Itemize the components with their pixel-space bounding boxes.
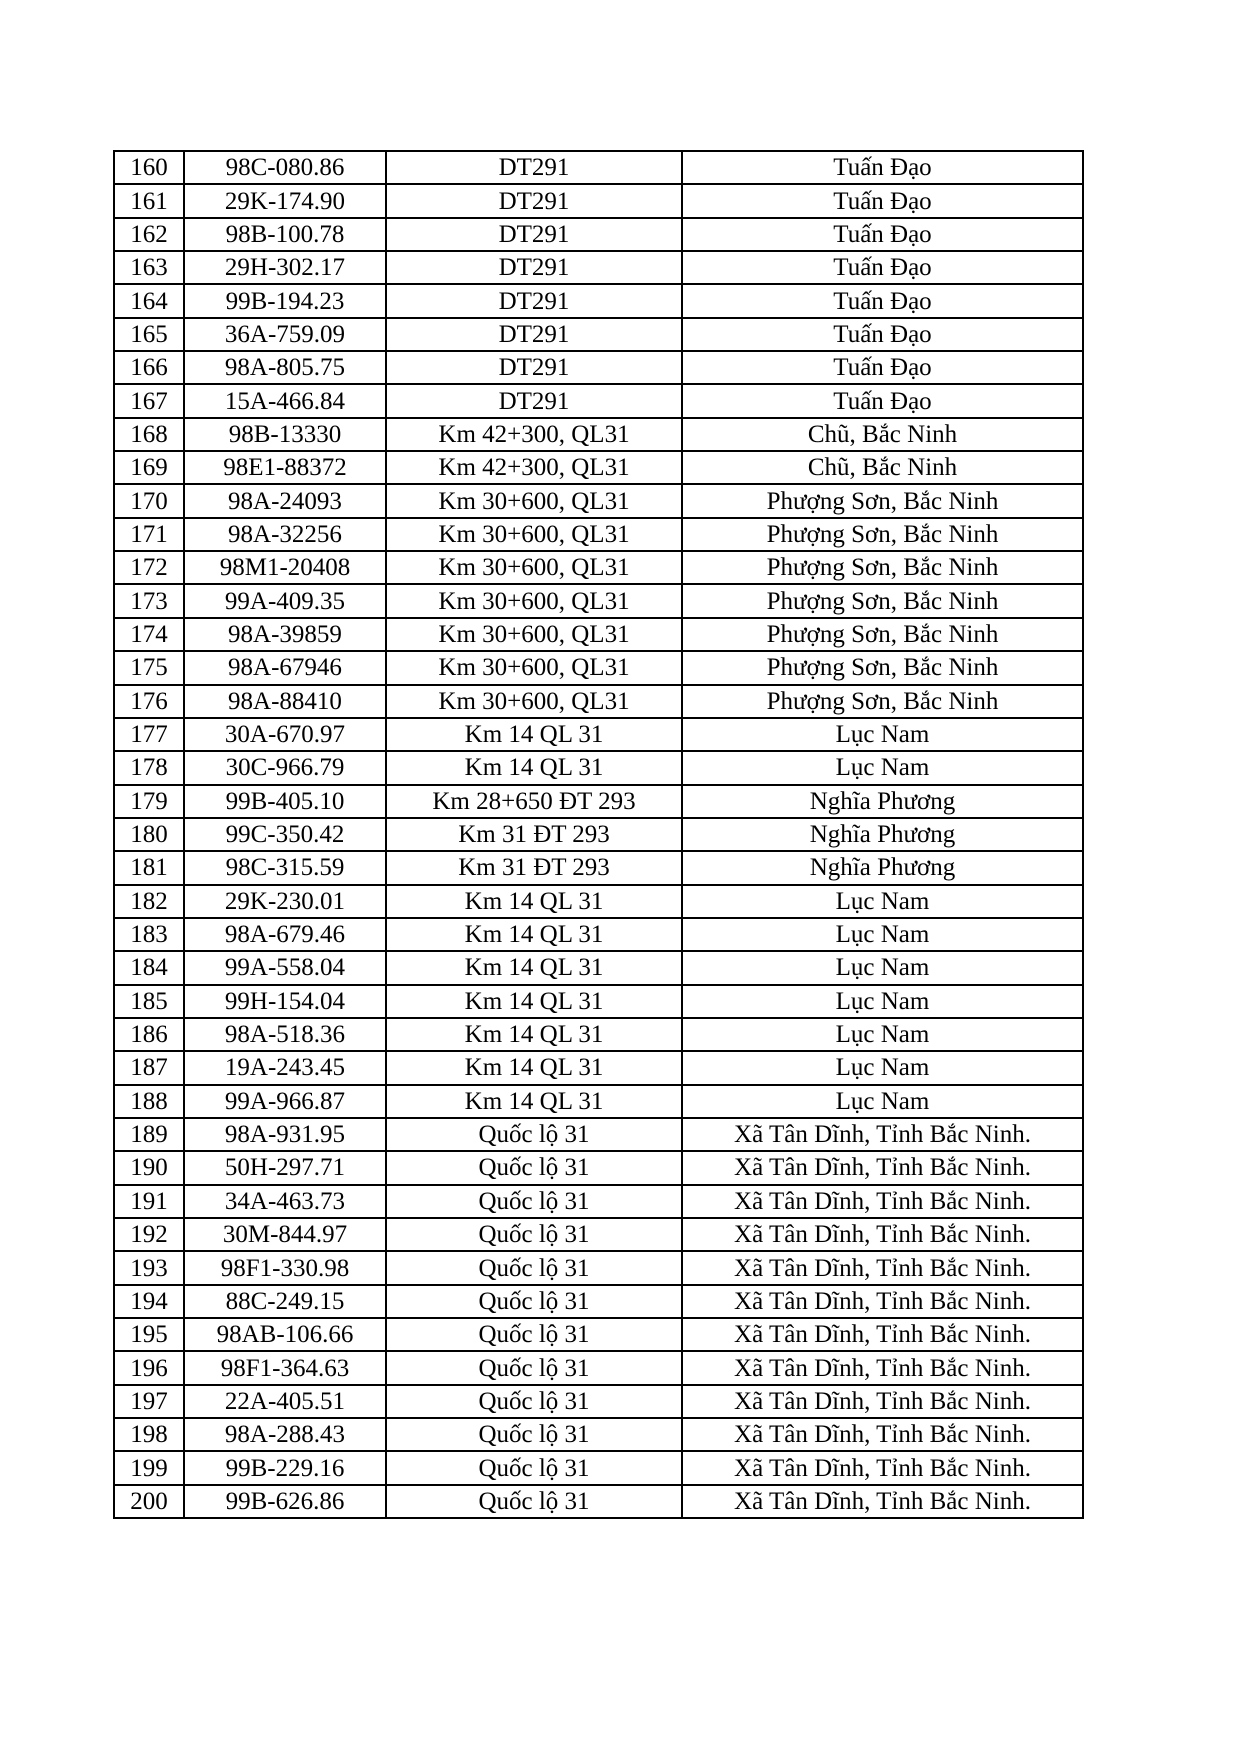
license-plate-cell: 98A-67946	[184, 651, 386, 684]
license-plate-cell: 19A-243.45	[184, 1051, 386, 1084]
row-number-cell: 166	[114, 351, 184, 384]
locality-cell: Tuấn Đạo	[682, 184, 1083, 217]
table-row	[114, 785, 1083, 818]
license-plate-cell: 29K-230.01	[184, 885, 386, 918]
road-location-cell: Km 14 QL 31	[386, 951, 682, 984]
table-row	[114, 551, 1083, 584]
row-number-cell: 162	[114, 218, 184, 251]
locality-cell: Chũ, Bắc Ninh	[682, 451, 1083, 484]
row-number-cell: 178	[114, 751, 184, 784]
road-location-cell: Km 14 QL 31	[386, 885, 682, 918]
locality-cell: Tuấn Đạo	[682, 218, 1083, 251]
license-plate-cell: 36A-759.09	[184, 318, 386, 351]
table-row	[114, 651, 1083, 684]
road-location-cell: Quốc lộ 31	[386, 1485, 682, 1518]
row-number-cell: 187	[114, 1051, 184, 1084]
road-location-cell: Km 14 QL 31	[386, 1085, 682, 1118]
row-number-cell: 182	[114, 885, 184, 918]
locality-cell: Xã Tân Dĩnh, Tỉnh Bắc Ninh.	[682, 1118, 1083, 1151]
road-location-cell: Quốc lộ 31	[386, 1285, 682, 1318]
violations-table	[113, 150, 1084, 1519]
row-number-cell: 190	[114, 1151, 184, 1184]
road-location-cell: Quốc lộ 31	[386, 1385, 682, 1418]
table-row	[114, 351, 1083, 384]
license-plate-cell: 50H-297.71	[184, 1151, 386, 1184]
locality-cell: Tuấn Đạo	[682, 284, 1083, 317]
table-row	[114, 1151, 1083, 1184]
table-row	[114, 384, 1083, 417]
table-row	[114, 885, 1083, 918]
locality-cell: Tuấn Đạo	[682, 151, 1083, 184]
locality-cell: Lục Nam	[682, 718, 1083, 751]
road-location-cell: Km 30+600, QL31	[386, 518, 682, 551]
locality-cell: Tuấn Đạo	[682, 351, 1083, 384]
table-row	[114, 918, 1083, 951]
table-row	[114, 518, 1083, 551]
locality-cell: Xã Tân Dĩnh, Tỉnh Bắc Ninh.	[682, 1185, 1083, 1218]
table-row	[114, 1018, 1083, 1051]
road-location-cell: Km 30+600, QL31	[386, 651, 682, 684]
locality-cell: Phượng Sơn, Bắc Ninh	[682, 584, 1083, 617]
license-plate-cell: 99H-154.04	[184, 985, 386, 1018]
row-number-cell: 170	[114, 484, 184, 517]
row-number-cell: 199	[114, 1451, 184, 1484]
table-row	[114, 951, 1083, 984]
road-location-cell: DT291	[386, 218, 682, 251]
license-plate-cell: 99B-626.86	[184, 1485, 386, 1518]
table-row	[114, 1085, 1083, 1118]
table-row	[114, 1385, 1083, 1418]
license-plate-cell: 98A-88410	[184, 685, 386, 718]
locality-cell: Xã Tân Dĩnh, Tỉnh Bắc Ninh.	[682, 1318, 1083, 1351]
table-row	[114, 751, 1083, 784]
locality-cell: Xã Tân Dĩnh, Tỉnh Bắc Ninh.	[682, 1451, 1083, 1484]
table-row	[114, 1251, 1083, 1284]
license-plate-cell: 98A-679.46	[184, 918, 386, 951]
license-plate-cell: 99C-350.42	[184, 818, 386, 851]
table-row	[114, 451, 1083, 484]
road-location-cell: Quốc lộ 31	[386, 1451, 682, 1484]
road-location-cell: DT291	[386, 251, 682, 284]
row-number-cell: 175	[114, 651, 184, 684]
table-row	[114, 151, 1083, 184]
license-plate-cell: 98A-32256	[184, 518, 386, 551]
table-row	[114, 985, 1083, 1018]
row-number-cell: 193	[114, 1251, 184, 1284]
table-row	[114, 1218, 1083, 1251]
road-location-cell: DT291	[386, 151, 682, 184]
license-plate-cell: 30A-670.97	[184, 718, 386, 751]
license-plate-cell: 34A-463.73	[184, 1185, 386, 1218]
locality-cell: Xã Tân Dĩnh, Tỉnh Bắc Ninh.	[682, 1218, 1083, 1251]
license-plate-cell: 98C-080.86	[184, 151, 386, 184]
license-plate-cell: 30C-966.79	[184, 751, 386, 784]
road-location-cell: Quốc lộ 31	[386, 1185, 682, 1218]
table-row	[114, 1485, 1083, 1518]
table-row	[114, 1285, 1083, 1318]
row-number-cell: 184	[114, 951, 184, 984]
license-plate-cell: 98F1-330.98	[184, 1251, 386, 1284]
road-location-cell: Km 14 QL 31	[386, 985, 682, 1018]
license-plate-cell: 98A-24093	[184, 484, 386, 517]
row-number-cell: 167	[114, 384, 184, 417]
locality-cell: Phượng Sơn, Bắc Ninh	[682, 518, 1083, 551]
license-plate-cell: 98A-805.75	[184, 351, 386, 384]
license-plate-cell: 98A-39859	[184, 618, 386, 651]
row-number-cell: 192	[114, 1218, 184, 1251]
row-number-cell: 180	[114, 818, 184, 851]
table-row	[114, 718, 1083, 751]
row-number-cell: 195	[114, 1318, 184, 1351]
road-location-cell: Km 30+600, QL31	[386, 551, 682, 584]
locality-cell: Xã Tân Dĩnh, Tỉnh Bắc Ninh.	[682, 1251, 1083, 1284]
locality-cell: Lục Nam	[682, 1018, 1083, 1051]
locality-cell: Xã Tân Dĩnh, Tỉnh Bắc Ninh.	[682, 1385, 1083, 1418]
row-number-cell: 179	[114, 785, 184, 818]
road-location-cell: Quốc lộ 31	[386, 1151, 682, 1184]
row-number-cell: 196	[114, 1351, 184, 1384]
row-number-cell: 173	[114, 584, 184, 617]
row-number-cell: 174	[114, 618, 184, 651]
locality-cell: Tuấn Đạo	[682, 318, 1083, 351]
row-number-cell: 188	[114, 1085, 184, 1118]
table-body	[114, 151, 1083, 1518]
license-plate-cell: 15A-466.84	[184, 384, 386, 417]
license-plate-cell: 98F1-364.63	[184, 1351, 386, 1384]
license-plate-cell: 98B-13330	[184, 418, 386, 451]
table-row	[114, 1185, 1083, 1218]
row-number-cell: 168	[114, 418, 184, 451]
row-number-cell: 176	[114, 685, 184, 718]
table-row	[114, 418, 1083, 451]
row-number-cell: 161	[114, 184, 184, 217]
locality-cell: Lục Nam	[682, 751, 1083, 784]
road-location-cell: Km 14 QL 31	[386, 1051, 682, 1084]
locality-cell: Phượng Sơn, Bắc Ninh	[682, 685, 1083, 718]
locality-cell: Xã Tân Dĩnh, Tỉnh Bắc Ninh.	[682, 1351, 1083, 1384]
road-location-cell: Km 30+600, QL31	[386, 685, 682, 718]
table-row	[114, 1318, 1083, 1351]
road-location-cell: Km 30+600, QL31	[386, 618, 682, 651]
road-location-cell: DT291	[386, 351, 682, 384]
table-row	[114, 1118, 1083, 1151]
road-location-cell: Km 42+300, QL31	[386, 418, 682, 451]
locality-cell: Xã Tân Dĩnh, Tỉnh Bắc Ninh.	[682, 1151, 1083, 1184]
table-row	[114, 851, 1083, 884]
locality-cell: Xã Tân Dĩnh, Tỉnh Bắc Ninh.	[682, 1285, 1083, 1318]
road-location-cell: Quốc lộ 31	[386, 1118, 682, 1151]
license-plate-cell: 30M-844.97	[184, 1218, 386, 1251]
license-plate-cell: 29K-174.90	[184, 184, 386, 217]
table-row	[114, 284, 1083, 317]
row-number-cell: 183	[114, 918, 184, 951]
license-plate-cell: 98M1-20408	[184, 551, 386, 584]
row-number-cell: 191	[114, 1185, 184, 1218]
table-row	[114, 584, 1083, 617]
locality-cell: Lục Nam	[682, 1085, 1083, 1118]
road-location-cell: Quốc lộ 31	[386, 1351, 682, 1384]
road-location-cell: Km 31 ĐT 293	[386, 851, 682, 884]
row-number-cell: 160	[114, 151, 184, 184]
road-location-cell: Km 14 QL 31	[386, 718, 682, 751]
road-location-cell: Km 30+600, QL31	[386, 584, 682, 617]
table-row	[114, 1418, 1083, 1451]
license-plate-cell: 98C-315.59	[184, 851, 386, 884]
locality-cell: Lục Nam	[682, 951, 1083, 984]
road-location-cell: Quốc lộ 31	[386, 1318, 682, 1351]
table-row	[114, 685, 1083, 718]
road-location-cell: Quốc lộ 31	[386, 1418, 682, 1451]
locality-cell: Lục Nam	[682, 1051, 1083, 1084]
locality-cell: Nghĩa Phương	[682, 818, 1083, 851]
license-plate-cell: 99B-229.16	[184, 1451, 386, 1484]
road-location-cell: Km 14 QL 31	[386, 1018, 682, 1051]
road-location-cell: Km 28+650 ĐT 293	[386, 785, 682, 818]
license-plate-cell: 22A-405.51	[184, 1385, 386, 1418]
row-number-cell: 163	[114, 251, 184, 284]
table-row	[114, 318, 1083, 351]
road-location-cell: Km 31 ĐT 293	[386, 818, 682, 851]
row-number-cell: 171	[114, 518, 184, 551]
license-plate-cell: 98E1-88372	[184, 451, 386, 484]
license-plate-cell: 99B-405.10	[184, 785, 386, 818]
license-plate-cell: 99B-194.23	[184, 284, 386, 317]
locality-cell: Lục Nam	[682, 985, 1083, 1018]
row-number-cell: 198	[114, 1418, 184, 1451]
row-number-cell: 165	[114, 318, 184, 351]
license-plate-cell: 88C-249.15	[184, 1285, 386, 1318]
table-row	[114, 484, 1083, 517]
table-row	[114, 1051, 1083, 1084]
locality-cell: Phượng Sơn, Bắc Ninh	[682, 618, 1083, 651]
row-number-cell: 186	[114, 1018, 184, 1051]
license-plate-cell: 98A-288.43	[184, 1418, 386, 1451]
row-number-cell: 164	[114, 284, 184, 317]
license-plate-cell: 99A-558.04	[184, 951, 386, 984]
locality-cell: Nghĩa Phương	[682, 851, 1083, 884]
locality-cell: Phượng Sơn, Bắc Ninh	[682, 651, 1083, 684]
row-number-cell: 185	[114, 985, 184, 1018]
locality-cell: Lục Nam	[682, 918, 1083, 951]
locality-cell: Lục Nam	[682, 885, 1083, 918]
road-location-cell: Quốc lộ 31	[386, 1251, 682, 1284]
row-number-cell: 177	[114, 718, 184, 751]
locality-cell: Xã Tân Dĩnh, Tỉnh Bắc Ninh.	[682, 1418, 1083, 1451]
table-row	[114, 818, 1083, 851]
table-row	[114, 1451, 1083, 1484]
row-number-cell: 200	[114, 1485, 184, 1518]
license-plate-cell: 98B-100.78	[184, 218, 386, 251]
road-location-cell: Km 30+600, QL31	[386, 484, 682, 517]
locality-cell: Phượng Sơn, Bắc Ninh	[682, 484, 1083, 517]
table-row	[114, 218, 1083, 251]
table-row	[114, 618, 1083, 651]
row-number-cell: 189	[114, 1118, 184, 1151]
road-location-cell: Km 42+300, QL31	[386, 451, 682, 484]
locality-cell: Xã Tân Dĩnh, Tỉnh Bắc Ninh.	[682, 1485, 1083, 1518]
row-number-cell: 181	[114, 851, 184, 884]
road-location-cell: DT291	[386, 184, 682, 217]
road-location-cell: Km 14 QL 31	[386, 751, 682, 784]
locality-cell: Tuấn Đạo	[682, 251, 1083, 284]
row-number-cell: 172	[114, 551, 184, 584]
locality-cell: Tuấn Đạo	[682, 384, 1083, 417]
road-location-cell: Km 14 QL 31	[386, 918, 682, 951]
locality-cell: Chũ, Bắc Ninh	[682, 418, 1083, 451]
row-number-cell: 197	[114, 1385, 184, 1418]
license-plate-cell: 99A-966.87	[184, 1085, 386, 1118]
road-location-cell: DT291	[386, 284, 682, 317]
license-plate-cell: 98A-931.95	[184, 1118, 386, 1151]
road-location-cell: DT291	[386, 318, 682, 351]
row-number-cell: 194	[114, 1285, 184, 1318]
road-location-cell: Quốc lộ 31	[386, 1218, 682, 1251]
locality-cell: Nghĩa Phương	[682, 785, 1083, 818]
table-row	[114, 251, 1083, 284]
road-location-cell: DT291	[386, 384, 682, 417]
table-row	[114, 1351, 1083, 1384]
row-number-cell: 169	[114, 451, 184, 484]
license-plate-cell: 29H-302.17	[184, 251, 386, 284]
table-row	[114, 184, 1083, 217]
license-plate-cell: 99A-409.35	[184, 584, 386, 617]
locality-cell: Phượng Sơn, Bắc Ninh	[682, 551, 1083, 584]
license-plate-cell: 98AB-106.66	[184, 1318, 386, 1351]
license-plate-cell: 98A-518.36	[184, 1018, 386, 1051]
